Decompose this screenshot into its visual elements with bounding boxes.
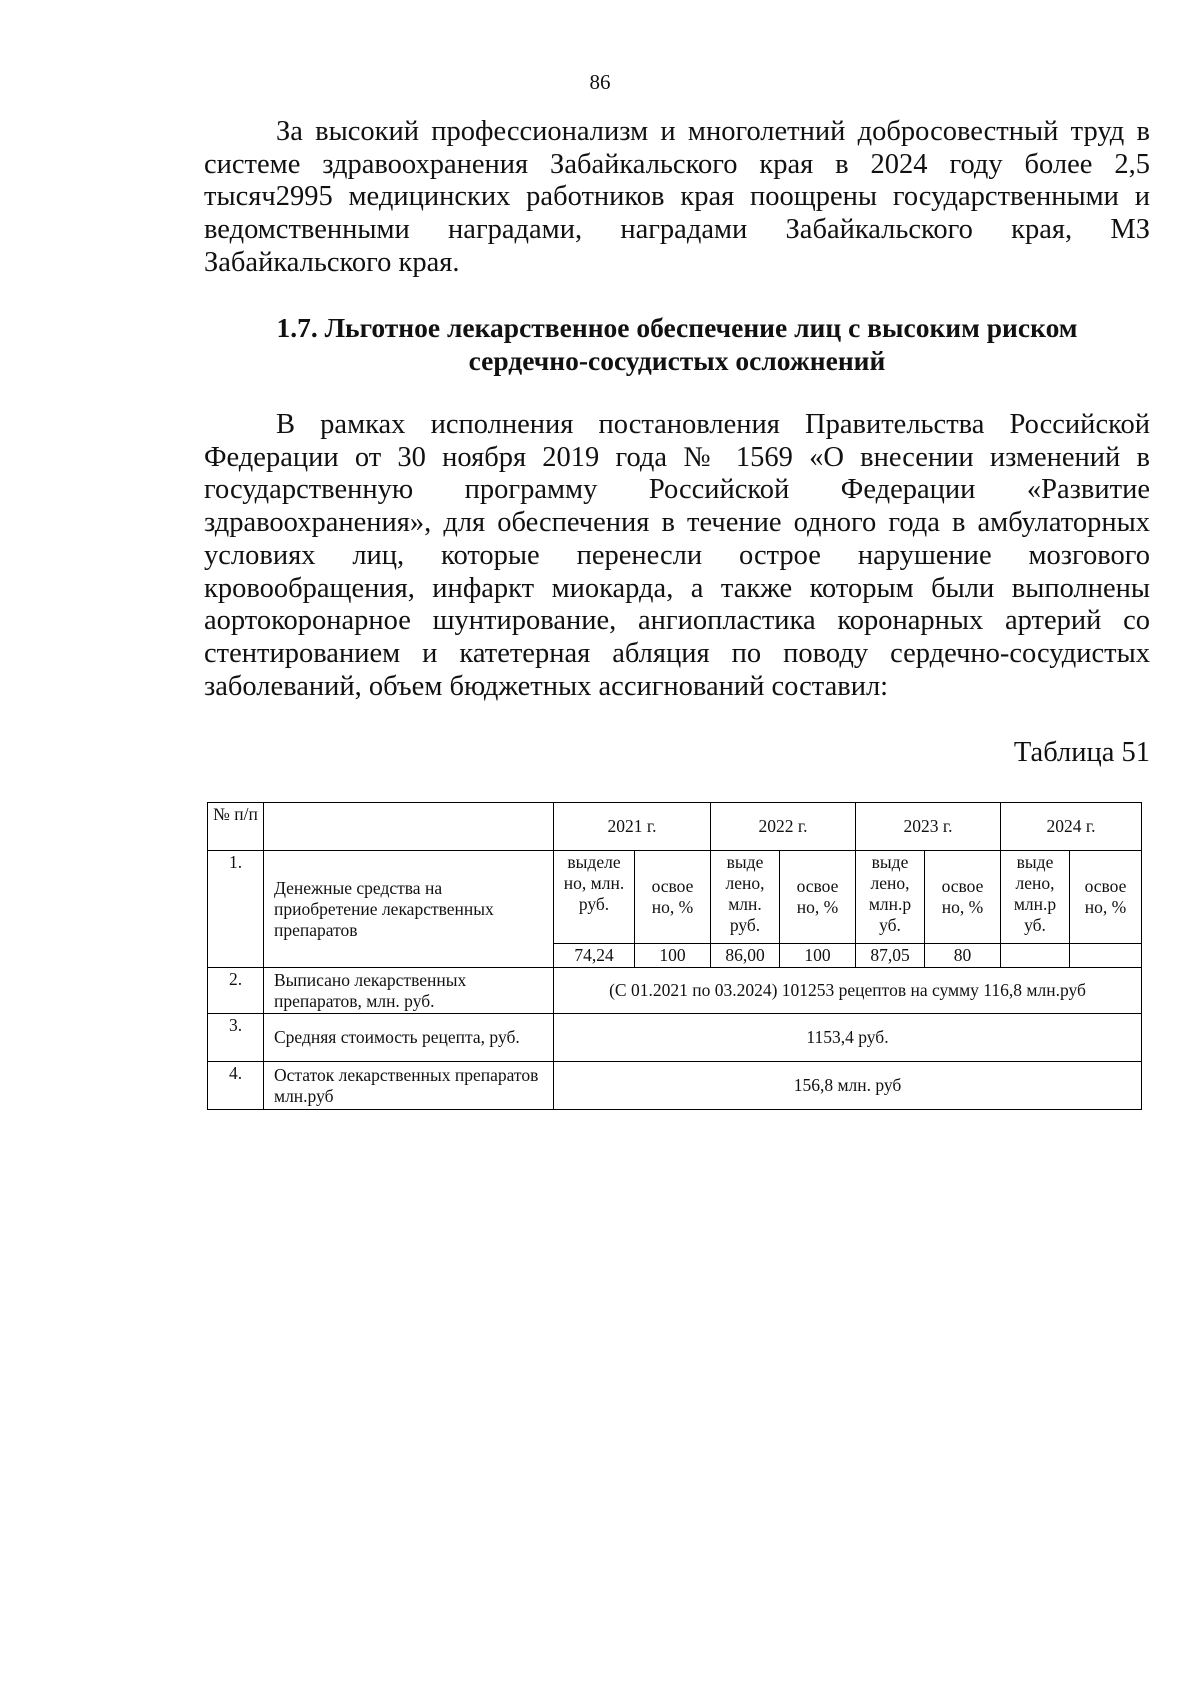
section-heading — [204, 311, 1150, 377]
header-year-2023: 2023 г. — [856, 803, 1001, 851]
table-row-1-subheader — [208, 851, 1142, 944]
sub-used-2023: освое но, % — [925, 851, 1001, 944]
funding-table — [207, 802, 1142, 1110]
awards-paragraph — [204, 116, 1150, 280]
sub-allocated-2024: выде лено, млн.р уб. — [1001, 851, 1070, 944]
row-3-value: 1153,4 руб. — [554, 1014, 1142, 1062]
sub-allocated-2021: выделе но, млн. руб. — [554, 851, 635, 944]
row-2-value: (С 01.2021 по 03.2024) 101253 рецептов на сумму 116,8 млн.руб — [554, 968, 1142, 1014]
sub-used-2021: освое но, % — [635, 851, 711, 944]
header-year-2024: 2024 г. — [1001, 803, 1142, 851]
value-allocated-2022: 86,00 — [711, 944, 780, 968]
section-heading-line-1: 1.7. Льготное лекарственное обеспечение лиц с высоким риском — [276, 312, 1078, 343]
section-heading-line-2: сердечно-сосудистых осложнений — [468, 345, 886, 376]
header-year-2021: 2021 г. — [554, 803, 711, 851]
sub-used-2024: освое но, % — [1070, 851, 1142, 944]
value-used-2022: 100 — [780, 944, 856, 968]
value-allocated-2023: 87,05 — [856, 944, 925, 968]
table-row-4 — [208, 1062, 1142, 1110]
table-row-2 — [208, 968, 1142, 1014]
row-1-num: 1. — [208, 851, 264, 968]
budget-paragraph — [204, 409, 1150, 703]
sub-allocated-2023: выде лено, млн.р уб. — [856, 851, 925, 944]
sub-allocated-2022: выде лено, млн. руб. — [711, 851, 780, 944]
awards-paragraph-text: За высокий профессионализм и многолетний добросовестный труд в системе здравоохранения Забайкальского края в 2024 году более 2,5 тысяч2995 медицинских работников края поощрены государственными и ведомственными наградами, наградами Забайкальского края, МЗ Забайкальского края. — [204, 116, 1150, 278]
row-1-label: Денежные средства на приобретение лекарственных препаратов — [264, 851, 554, 968]
header-label-cell — [264, 803, 554, 851]
header-year-2022: 2022 г. — [711, 803, 856, 851]
row-3-num: 3. — [208, 1014, 264, 1062]
row-4-label: Остаток лекарственных препаратов млн.руб — [264, 1062, 554, 1110]
value-used-2023: 80 — [925, 944, 1001, 968]
budget-paragraph-text: В рамках исполнения постановления Правительства Российской Федерации от 30 ноября 2019 года № 1569 «О внесении изменений в государственную программу Российской Федерации «Развитие здравоохранения», для обеспечения в течение одного года в амбулаторных условиях лиц, которые перенесли острое нарушение мозгового кровообращения, инфаркт миокарда, а также которым были выполнены аортокоронарное шунтирование, ангиопластика коронарных артерий со стентированием и катетерная абляция по поводу сердечно-сосудистых заболеваний, объем бюджетных ассигнований составил: — [204, 409, 1150, 702]
row-2-label: Выписано лекарственных препаратов, млн. руб. — [264, 968, 554, 1014]
table-row-3 — [208, 1014, 1142, 1062]
row-3-label: Средняя стоимость рецепта, руб. — [264, 1014, 554, 1062]
sub-used-2022: освое но, % — [780, 851, 856, 944]
value-allocated-2024 — [1001, 944, 1070, 968]
table-caption: Таблица 51 — [1013, 737, 1150, 768]
value-used-2021: 100 — [635, 944, 711, 968]
row-4-num: 4. — [208, 1062, 264, 1110]
page-number: 86 — [589, 70, 611, 94]
header-num-cell: № п/п — [208, 803, 264, 851]
row-2-num: 2. — [208, 968, 264, 1014]
value-allocated-2021: 74,24 — [554, 944, 635, 968]
table-header-row — [208, 803, 1142, 851]
value-used-2024 — [1070, 944, 1142, 968]
row-4-value: 156,8 млн. руб — [554, 1062, 1142, 1110]
